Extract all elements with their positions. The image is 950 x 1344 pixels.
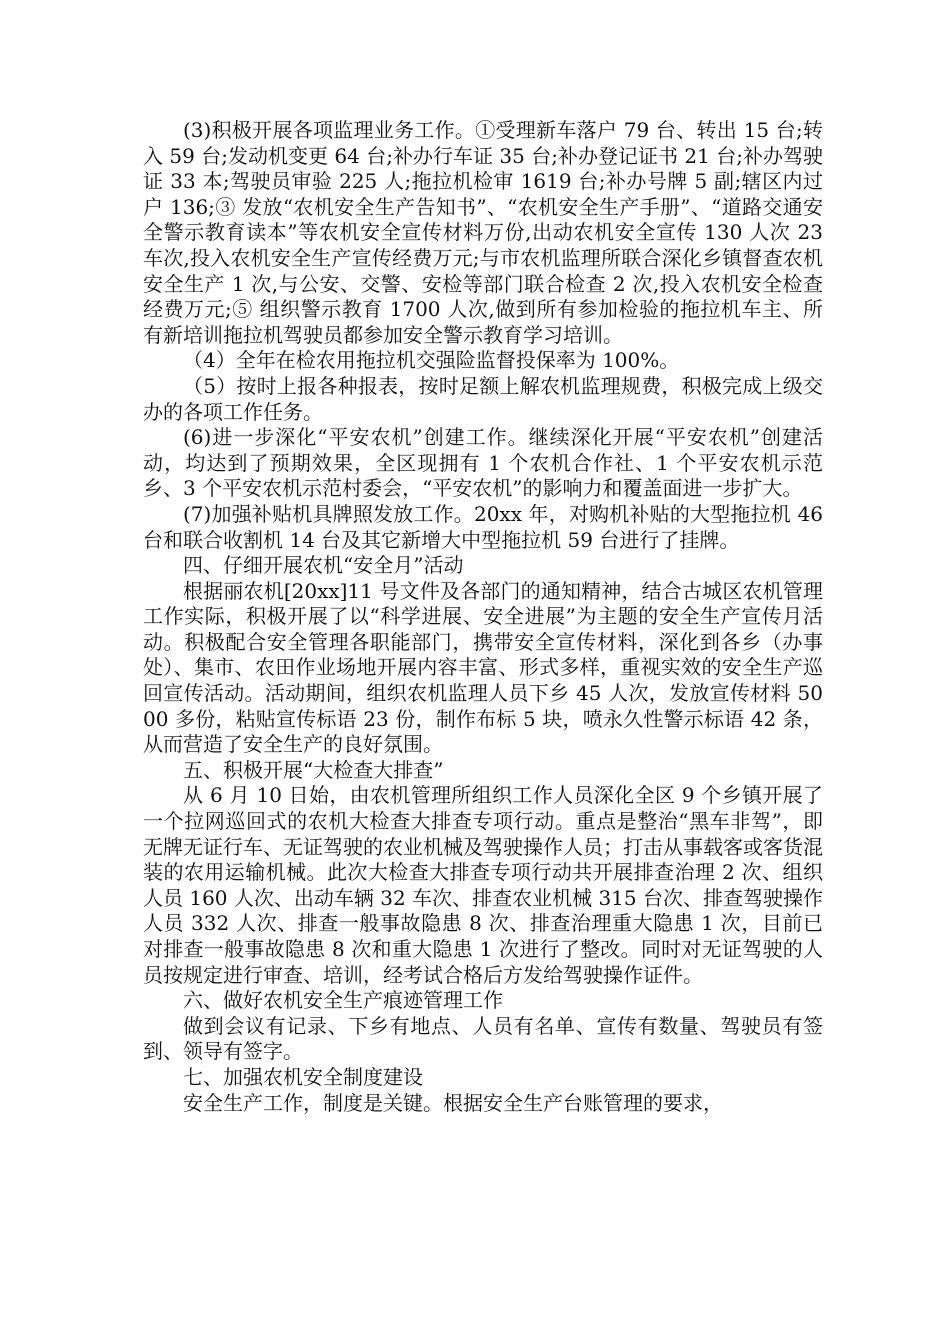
- section-heading-safety-system: 七、加强农机安全制度建设: [183, 1064, 423, 1089]
- paragraph-license-plates: (7)加强补贴机具牌照发放工作。20xx 年，对购机补贴的大型拖拉机 46 台和联合收割机 14 台及其它新增大中型拖拉机 59 台进行了挂牌。: [143, 501, 823, 552]
- document-body: [143, 118, 823, 1116]
- paragraph-trace-management: 做到会议有记录、下乡有地点、人员有名单、宣传有数量、驾驶员有签到、领导有签字。: [143, 1013, 823, 1064]
- paragraph-safe-agri-machinery: (6)进一步深化“平安农机”创建工作。继续深化开展“平安农机”创建活动，均达到了预期效果，全区现拥有 1 个农机合作社、1 个平安农机示范乡、3 个平安农机示范村委会，“平安农机”的影响力和覆盖面进一步扩大。: [143, 425, 823, 501]
- section-heading-trace-management: 六、做好农机安全生产痕迹管理工作: [183, 988, 503, 1013]
- section-heading-inspection: 五、积极开展“大检查大排查”: [183, 757, 444, 782]
- paragraph-inspection: 从 6 月 10 日始，由农机管理所组织工作人员深化全区 9 个乡镇开展了一个拉网巡回式的农机大检查大排查专项行动。重点是整治“黑车非驾”，即无牌无证行车、无证驾驶的农业机械及驾驶操作人员；打击从事载客或客货混装的农用运输机械。此次大检查大排查专项行动共开展排查治理 2 次、组织人员 160 人次、出动车辆 32 车次、排查农业机械 315 台次、排查驾驶操作人员 332 人次、排查一般事故隐患 8 次、排查治理重大隐患 1 次，目前已对排查一般事故隐患 8 次和重大隐患 1 次进行了整改。同时对无证驾驶的人员按规定进行审查、培训，经考试合格后方发给驾驶操作证件。: [143, 783, 823, 987]
- paragraph-reports: （5）按时上报各种报表，按时足额上解农机监理规费，积极完成上级交办的各项工作任务。: [143, 373, 823, 424]
- paragraph-safety-system: 安全生产工作，制度是关键。根据安全生产台账管理的要求，: [183, 1090, 723, 1115]
- paragraph-supervision-work: (3)积极开展各项监理业务工作。①受理新车落户 79 台、转出 15 台;转入 59 台;发动机变更 64 台;补办行车证 35 台;补办登记证书 21 台;补办驾驶证 33 本;驾驶员审验 225 人;拖拉机检审 1619 台;补办号牌 5 副;辖区内过户 136;③ 发放“农机安全生产告知书”、“农机安全生产手册”、“道路交通安全警示教育读本”等农机安全宣传材料万份,出动农机安全宣传 130 人次 23 车次,投入农机安全生产宣传经费万元;与市农机监理所联合深化乡镇督查农机安全生产 1 次,与公安、交警、安检等部门联合检查 2 次,投入农机安全检查经费万元;⑤ 组织警示教育 1700 人次,做到所有参加检验的拖拉机车主、所有新培训拖拉机驾驶员都参加安全警示教育学习培训。: [143, 118, 823, 347]
- paragraph-safety-month: 根据丽农机[20xx]11 号文件及各部门的通知精神，结合古城区农机管理工作实际，积极开展了以“科学进展、安全进展”为主题的安全生产宣传月活动。积极配合安全管理各职能部门，携带安全宣传材料，深化到各乡（办事处）、集市、农田作业场地开展内容丰富、形式多样，重视实效的安全生产巡回宣传活动。活动期间，组织农机监理人员下乡 45 人次，发放宣传材料 5000 多份，粘贴宣传标语 23 份，制作布标 5 块，喷永久性警示标语 42 条，从而营造了安全生产的良好氛围。: [143, 578, 823, 757]
- paragraph-insurance-rate: （4）全年在检农用拖拉机交强险监督投保率为 100%。: [183, 348, 680, 373]
- section-heading-safety-month: 四、仔细开展农机“安全月”活动: [183, 553, 464, 578]
